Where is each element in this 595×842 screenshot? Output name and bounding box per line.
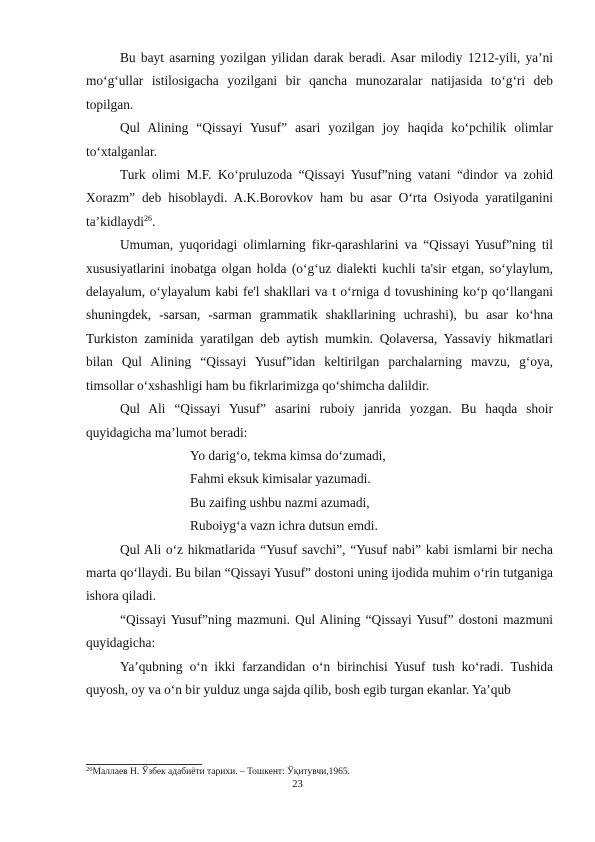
paragraph: Qul Ali “Qissayi Yusuf” asarini ruboiy janrida yozgan. Bu haqda shoir quyidagicha ma’lumot beradi:: [86, 401, 553, 440]
footnote-number: 26: [86, 766, 93, 773]
paragraph: Turk olimi M.F. Ko‘pruluzoda “Qissayi Yusuf”ning vatani “dindor va zohid Xorazm” deb hisoblaydi. A.K.Borovkov ham bu asar O‘rta Osiyoda yaratilganini ta’kidlaydi$^{26}$.: [86, 167, 553, 229]
poem-line: Yo darig‘o, tekma kimsa do‘zumadi,: [190, 447, 386, 463]
paragraph: Qul Alining “Qissayi Yusuf” asari yozilgan joy haqida ko‘pchilik olimlar to‘xtalganlar.: [86, 120, 553, 159]
footnote-reference[interactable]: 26: [144, 213, 153, 223]
page-number: 23: [292, 779, 303, 790]
poem-line: Ruboiyg‘a vazn ichra dutsun emdi.: [190, 518, 378, 534]
paragraph: Bu bayt asarning yozilgan yilidan darak beradi. Asar milodiy 1212-yili, ya’ni mo‘g‘ullar istilosigacha yozilgani bir qancha munozaralar natijasida to‘g‘ri deb topilgan.: [86, 50, 553, 112]
paragraph-text: Turk olimi M.F. Ko‘pruluzoda “Qissayi Yusuf”ning vatani “dindor va zohid Xorazm” deb hisoblaydi. A.K.Borovkov ham bu asar O‘rta Osiyoda yaratilganini ta’kidlaydi: [86, 167, 553, 229]
footnote-divider: [86, 764, 202, 765]
poem-quote: [86, 444, 553, 538]
footnote: [86, 766, 553, 778]
poem-line: Fahmi eksuk kimisalar yazumadi.: [190, 471, 371, 487]
body-text: [86, 46, 553, 701]
paragraph: Qul Ali o‘z hikmatlarida “Yusuf savchi”, “Yusuf nabi” kabi ismlarni bir necha marta qo‘llaydi. Bu bilan “Qissayi Yusuf” dostoni uning ijodida muhim o‘rin tutganiga ishora qiladi.: [86, 541, 553, 604]
poem-line: Bu zaifing ushbu nazmi azumadi,: [190, 494, 370, 510]
paragraph: Ya’qubning o‘n ikki farzandidan o‘n birinchisi Yusuf tush ko‘radi. Tushida quyosh, oy va o‘n bir yulduz unga sajda qilib, bosh egib turgan ekanlar. Ya’qub: [86, 658, 553, 697]
paragraph: Umuman, yuqoridagi olimlarning fikr-qarashlarini va “Qissayi Yusuf”ning til xususiyatlarini inobatga olgan holda (o‘g‘uz dialekti kuchli ta'sir etgan, so‘ylaylum, delayalum, o‘ylayalum kabi fe'l shakllari va t o‘rniga d tovushining ko‘p qo‘llangani shuningdek, -sarsan, -sarman grammatik shakllarining uchrashi), bu asar ko‘hna Turkiston zaminida yaratilgan deb aytish mumkin. Qolaversa, Yassaviy hikmatlari bilan Qul Alining “Qissayi Yusuf”idan keltirilgan parchalarning mavzu, g‘oya, timsollar o‘xshashligi ham bu fikrlarimizga qo‘shimcha dalildir.: [86, 237, 553, 393]
paragraph: “Qissayi Yusuf”ning mazmuni. Qul Alining “Qissayi Yusuf” dostoni mazmuni quyidagicha:: [86, 611, 553, 651]
footnote-text: Маллаев Н. Ўзбек адабиёти тарихи. – Тошкент: Ўқитувчи,1965.: [92, 767, 351, 777]
